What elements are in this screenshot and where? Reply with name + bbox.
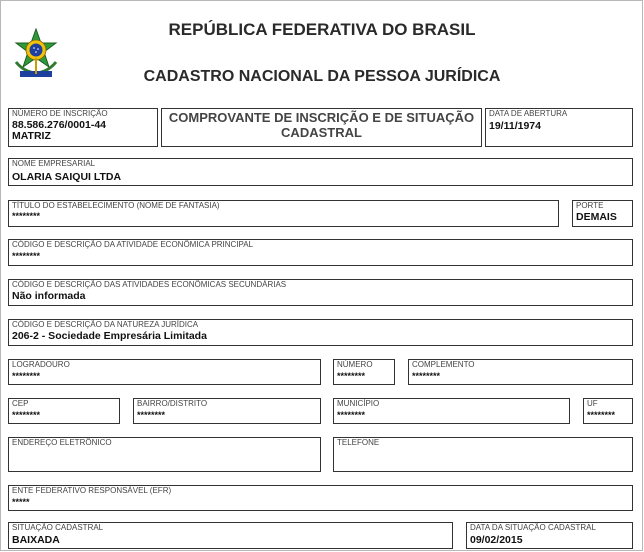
municipio-label: MUNICÍPIO xyxy=(337,399,380,408)
abertura-box xyxy=(485,108,633,147)
abertura-value: 19/11/1974 xyxy=(489,120,541,132)
logradouro-label: LOGRADOURO xyxy=(12,360,70,369)
municipio-value: ******** xyxy=(337,410,366,420)
fantasia-label: TÍTULO DO ESTABELECIMENTO (NOME DE FANTASIA) xyxy=(12,201,220,210)
endereco-eletronico-box xyxy=(8,437,321,472)
abertura-label: DATA DE ABERTURA xyxy=(489,109,568,118)
bairro-label: BAIRRO/DISTRITO xyxy=(137,399,208,408)
document-title-line2: CADASTRAL xyxy=(281,125,362,140)
endereco-eletronico-label: ENDEREÇO ELETRÔNICO xyxy=(12,438,112,447)
numero-box xyxy=(333,359,395,385)
natureza-juridica-label: CÓDIGO E DESCRIÇÃO DA NATUREZA JURÍDICA xyxy=(12,320,199,329)
logradouro-box xyxy=(8,359,321,385)
situacao-box xyxy=(8,522,453,549)
document-title-line1: COMPROVANTE DE INSCRIÇÃO E DE SITUAÇÃO xyxy=(168,110,475,125)
cep-value: ******** xyxy=(12,410,41,420)
cep-label: CEP xyxy=(12,399,29,408)
uf-box xyxy=(583,398,633,424)
inscricao-type: MATRIZ xyxy=(12,130,51,142)
nome-empresarial-value: OLARIA SAIQUI LTDA xyxy=(12,171,122,183)
efr-label: ENTE FEDERATIVO RESPONSÁVEL (EFR) xyxy=(12,486,172,495)
uf-label: UF xyxy=(587,399,598,408)
telefone-box xyxy=(333,437,633,472)
inscricao-box xyxy=(8,108,158,147)
nome-empresarial-box xyxy=(8,158,633,186)
porte-label: PORTE xyxy=(576,201,604,210)
porte-value: DEMAIS xyxy=(576,211,617,223)
numero-label: NÚMERO xyxy=(337,360,373,369)
data-situacao-value: 09/02/2015 xyxy=(470,534,523,546)
atividade-principal-label: CÓDIGO E DESCRIÇÃO DA ATIVIDADE ECONÔMICA PRINCIPAL xyxy=(12,240,254,249)
situacao-label: SITUAÇÃO CADASTRAL xyxy=(12,523,104,532)
inscricao-label: NÚMERO DE INSCRIÇÃO xyxy=(12,109,108,118)
inscricao-number: 88.586.276/0001-44 xyxy=(12,119,107,131)
complemento-value: ******** xyxy=(412,371,441,381)
efr-value: ***** xyxy=(12,497,30,507)
country-title: REPÚBLICA FEDERATIVA DO BRASIL xyxy=(168,20,476,39)
complemento-label: COMPLEMENTO xyxy=(412,360,475,369)
registry-title: CADASTRO NACIONAL DA PESSOA JURÍDICA xyxy=(143,68,501,85)
document-title xyxy=(162,110,481,140)
fantasia-box xyxy=(8,200,559,227)
logradouro-value: ******** xyxy=(12,371,41,381)
natureza-juridica-box xyxy=(8,319,633,346)
complemento-box xyxy=(408,359,633,385)
telefone-label: TELEFONE xyxy=(337,438,380,447)
data-situacao-label: DATA DA SITUAÇÃO CADASTRAL xyxy=(470,523,596,532)
atividades-secundarias-value: Não informada xyxy=(12,290,86,302)
data-situacao-box xyxy=(466,522,633,549)
cep-box xyxy=(8,398,120,424)
bairro-value: ******** xyxy=(137,410,166,420)
porte-box xyxy=(572,200,633,227)
nome-empresarial-label: NOME EMPRESARIAL xyxy=(12,159,96,168)
fantasia-value: ******** xyxy=(12,211,41,221)
situacao-value: BAIXADA xyxy=(12,534,60,546)
atividade-principal-value: ******** xyxy=(12,251,41,261)
efr-box xyxy=(8,485,633,511)
atividades-secundarias-label: CÓDIGO E DESCRIÇÃO DAS ATIVIDADES ECONÔMICAS SECUNDÁRIAS xyxy=(12,280,287,289)
atividades-secundarias-box xyxy=(8,279,633,306)
numero-value: ******** xyxy=(337,371,366,381)
document-title-box xyxy=(161,108,482,147)
atividade-principal-box xyxy=(8,239,633,266)
bairro-box xyxy=(133,398,321,424)
natureza-juridica-value: 206-2 - Sociedade Empresária Limitada xyxy=(12,330,207,342)
uf-value: ******** xyxy=(587,410,616,420)
municipio-box xyxy=(333,398,570,424)
